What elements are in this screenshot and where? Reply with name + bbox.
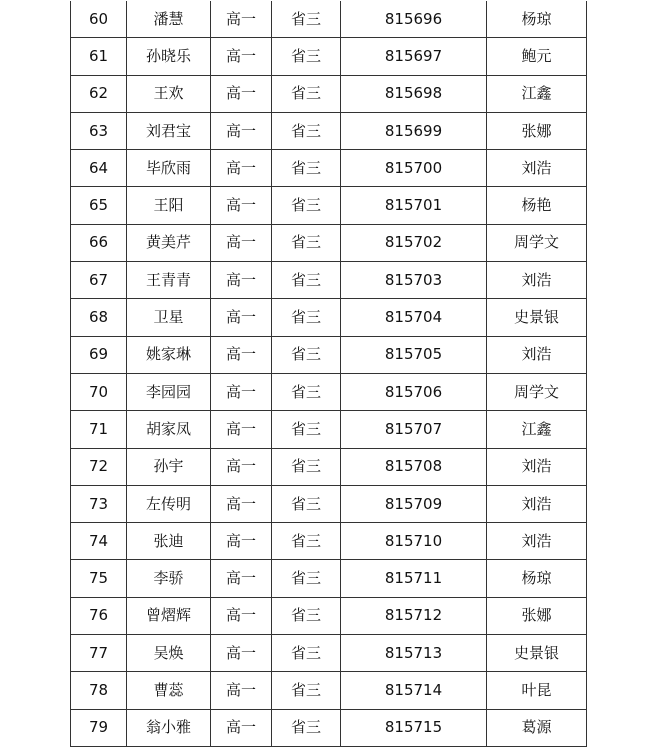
teacher-name: 葛源 xyxy=(487,709,587,746)
table-row xyxy=(71,187,587,224)
award-level: 省三 xyxy=(272,1,341,38)
row-number: 76 xyxy=(71,597,127,634)
grade-cell: 高一 xyxy=(211,112,272,149)
award-level: 省三 xyxy=(272,373,341,410)
award-level: 省三 xyxy=(272,597,341,634)
row-number: 62 xyxy=(71,75,127,112)
student-name: 孙晓乐 xyxy=(127,38,211,75)
student-name: 王欢 xyxy=(127,75,211,112)
student-name: 潘慧 xyxy=(127,1,211,38)
row-number: 73 xyxy=(71,485,127,522)
table-row xyxy=(71,299,587,336)
teacher-name: 张娜 xyxy=(487,597,587,634)
teacher-name: 史景银 xyxy=(487,299,587,336)
student-name: 张迪 xyxy=(127,523,211,560)
teacher-name: 杨艳 xyxy=(487,187,587,224)
student-name: 李骄 xyxy=(127,560,211,597)
student-name: 姚家琳 xyxy=(127,336,211,373)
award-level: 省三 xyxy=(272,299,341,336)
row-number: 68 xyxy=(71,299,127,336)
grade-cell: 高一 xyxy=(211,411,272,448)
certificate-code: 815698 xyxy=(341,75,487,112)
grade-cell: 高一 xyxy=(211,709,272,746)
certificate-code: 815696 xyxy=(341,1,487,38)
grade-cell: 高一 xyxy=(211,150,272,187)
certificate-code: 815707 xyxy=(341,411,487,448)
award-level: 省三 xyxy=(272,672,341,709)
certificate-code: 815703 xyxy=(341,262,487,299)
student-name: 左传明 xyxy=(127,485,211,522)
grade-cell: 高一 xyxy=(211,336,272,373)
award-level: 省三 xyxy=(272,523,341,560)
table-body xyxy=(71,1,587,746)
student-name: 李园园 xyxy=(127,373,211,410)
grade-cell: 高一 xyxy=(211,262,272,299)
table-row xyxy=(71,672,587,709)
grade-cell: 高一 xyxy=(211,523,272,560)
student-name: 王青青 xyxy=(127,262,211,299)
row-number: 71 xyxy=(71,411,127,448)
table-row xyxy=(71,262,587,299)
row-number: 67 xyxy=(71,262,127,299)
certificate-code: 815713 xyxy=(341,635,487,672)
grade-cell: 高一 xyxy=(211,1,272,38)
teacher-name: 刘浩 xyxy=(487,262,587,299)
student-name: 曾熠辉 xyxy=(127,597,211,634)
row-number: 66 xyxy=(71,224,127,261)
table-row xyxy=(71,1,587,38)
grade-cell: 高一 xyxy=(211,672,272,709)
award-level: 省三 xyxy=(272,75,341,112)
award-level: 省三 xyxy=(272,709,341,746)
certificate-code: 815705 xyxy=(341,336,487,373)
certificate-code: 815697 xyxy=(341,38,487,75)
row-number: 72 xyxy=(71,448,127,485)
table-row xyxy=(71,709,587,746)
row-number: 79 xyxy=(71,709,127,746)
table-row xyxy=(71,373,587,410)
grade-cell: 高一 xyxy=(211,224,272,261)
grade-cell: 高一 xyxy=(211,448,272,485)
award-level: 省三 xyxy=(272,187,341,224)
certificate-code: 815709 xyxy=(341,485,487,522)
student-name: 黄美芹 xyxy=(127,224,211,261)
student-name: 刘君宝 xyxy=(127,112,211,149)
certificate-code: 815702 xyxy=(341,224,487,261)
certificate-code: 815714 xyxy=(341,672,487,709)
row-number: 70 xyxy=(71,373,127,410)
grade-cell: 高一 xyxy=(211,373,272,410)
grade-cell: 高一 xyxy=(211,187,272,224)
award-level: 省三 xyxy=(272,150,341,187)
award-level: 省三 xyxy=(272,262,341,299)
student-name: 胡家凤 xyxy=(127,411,211,448)
table-row xyxy=(71,38,587,75)
certificate-code: 815708 xyxy=(341,448,487,485)
student-name: 卫星 xyxy=(127,299,211,336)
grade-cell: 高一 xyxy=(211,560,272,597)
award-level: 省三 xyxy=(272,448,341,485)
teacher-name: 史景银 xyxy=(487,635,587,672)
table-row xyxy=(71,150,587,187)
table-row xyxy=(71,635,587,672)
grade-cell: 高一 xyxy=(211,597,272,634)
award-level: 省三 xyxy=(272,336,341,373)
certificate-code: 815701 xyxy=(341,187,487,224)
teacher-name: 周学文 xyxy=(487,373,587,410)
grade-cell: 高一 xyxy=(211,485,272,522)
teacher-name: 刘浩 xyxy=(487,150,587,187)
table-row xyxy=(71,523,587,560)
row-number: 65 xyxy=(71,187,127,224)
award-level: 省三 xyxy=(272,224,341,261)
award-level: 省三 xyxy=(272,112,341,149)
teacher-name: 叶昆 xyxy=(487,672,587,709)
row-number: 60 xyxy=(71,1,127,38)
row-number: 75 xyxy=(71,560,127,597)
teacher-name: 杨琼 xyxy=(487,1,587,38)
table-row xyxy=(71,597,587,634)
teacher-name: 刘浩 xyxy=(487,485,587,522)
row-number: 61 xyxy=(71,38,127,75)
row-number: 78 xyxy=(71,672,127,709)
award-level: 省三 xyxy=(272,411,341,448)
certificate-code: 815700 xyxy=(341,150,487,187)
student-name: 孙宇 xyxy=(127,448,211,485)
certificate-code: 815715 xyxy=(341,709,487,746)
row-number: 63 xyxy=(71,112,127,149)
table-row xyxy=(71,485,587,522)
table-row xyxy=(71,224,587,261)
table-row xyxy=(71,75,587,112)
teacher-name: 江鑫 xyxy=(487,75,587,112)
table-row xyxy=(71,112,587,149)
award-level: 省三 xyxy=(272,635,341,672)
teacher-name: 江鑫 xyxy=(487,411,587,448)
row-number: 64 xyxy=(71,150,127,187)
row-number: 77 xyxy=(71,635,127,672)
student-name: 曹蕊 xyxy=(127,672,211,709)
teacher-name: 刘浩 xyxy=(487,523,587,560)
teacher-name: 鲍元 xyxy=(487,38,587,75)
grade-cell: 高一 xyxy=(211,299,272,336)
table-row xyxy=(71,560,587,597)
teacher-name: 周学文 xyxy=(487,224,587,261)
certificate-code: 815711 xyxy=(341,560,487,597)
teacher-name: 刘浩 xyxy=(487,448,587,485)
table-row xyxy=(71,411,587,448)
student-name: 吴焕 xyxy=(127,635,211,672)
table-row xyxy=(71,336,587,373)
student-name: 翁小雅 xyxy=(127,709,211,746)
student-name: 王阳 xyxy=(127,187,211,224)
certificate-code: 815706 xyxy=(341,373,487,410)
certificate-code: 815704 xyxy=(341,299,487,336)
row-number: 69 xyxy=(71,336,127,373)
award-table xyxy=(70,1,587,747)
table-row xyxy=(71,448,587,485)
grade-cell: 高一 xyxy=(211,38,272,75)
award-level: 省三 xyxy=(272,560,341,597)
teacher-name: 杨琼 xyxy=(487,560,587,597)
grade-cell: 高一 xyxy=(211,635,272,672)
teacher-name: 张娜 xyxy=(487,112,587,149)
certificate-code: 815699 xyxy=(341,112,487,149)
grade-cell: 高一 xyxy=(211,75,272,112)
certificate-code: 815710 xyxy=(341,523,487,560)
teacher-name: 刘浩 xyxy=(487,336,587,373)
certificate-code: 815712 xyxy=(341,597,487,634)
award-level: 省三 xyxy=(272,485,341,522)
award-level: 省三 xyxy=(272,38,341,75)
row-number: 74 xyxy=(71,523,127,560)
student-name: 毕欣雨 xyxy=(127,150,211,187)
